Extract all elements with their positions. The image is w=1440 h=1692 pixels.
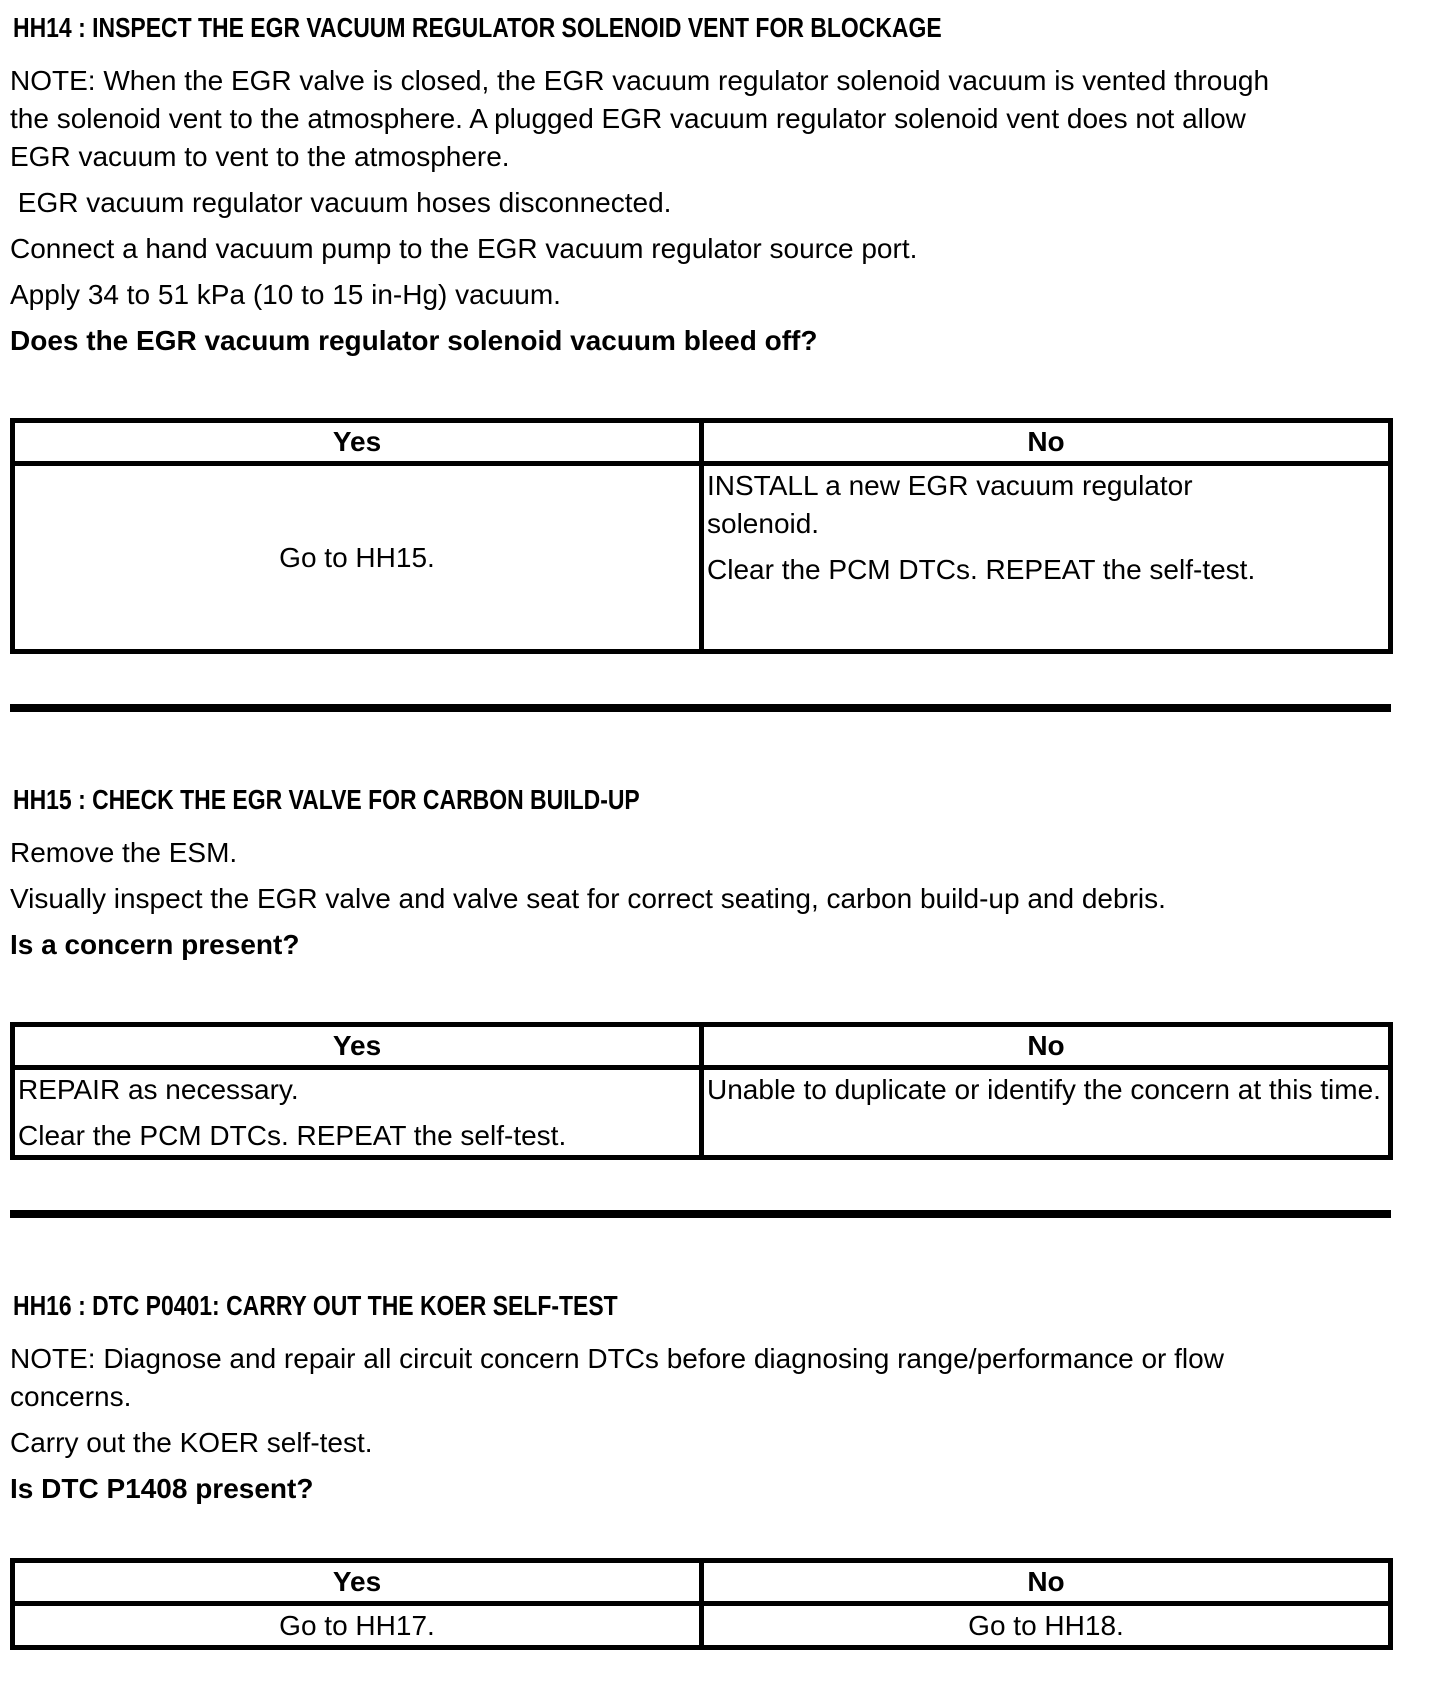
yes-header-cell: Yes <box>13 1025 702 1068</box>
decision-table-hh14 <box>10 418 1393 654</box>
section-hh16 <box>10 1290 1392 1692</box>
note-text: NOTE: Diagnose and repair all circuit concern DTCs before diagnosing range/performance or flow concerns. <box>10 1343 1232 1412</box>
table-header-row <box>13 421 1391 464</box>
no-result-cell <box>702 464 1391 652</box>
no-result-cell <box>702 1604 1391 1648</box>
result-text: Clear the PCM DTCs. REPEAT the self-test. <box>707 554 1256 585</box>
section-heading-text: HH14 : INSPECT THE EGR VACUUM REGULATOR SOLENOID VENT FOR BLOCKAGE <box>13 12 942 43</box>
no-header-cell: No <box>702 421 1391 464</box>
table-result-row <box>13 1604 1391 1648</box>
table-result-row <box>13 1068 1391 1158</box>
section-heading-text: HH15 : CHECK THE EGR VALVE FOR CARBON BUILD-UP <box>13 784 640 815</box>
instruction-text: Remove the ESM. <box>10 837 238 868</box>
no-result-cell <box>702 1068 1391 1158</box>
section-hh14 <box>10 12 1392 712</box>
question-text: Is a concern present? <box>10 929 300 960</box>
result-text: REPAIR as necessary. <box>18 1074 299 1105</box>
section-heading-hh16 <box>10 1290 1392 1322</box>
instruction-text: Carry out the KOER self-test. <box>10 1427 373 1458</box>
instruction-text: Apply 34 to 51 kPa (10 to 15 in-Hg) vacuum. <box>10 279 561 310</box>
instruction-text: EGR vacuum regulator vacuum hoses disconnected. <box>10 187 672 218</box>
section-hh15 <box>10 784 1392 1218</box>
decision-table-hh15 <box>10 1022 1393 1160</box>
table-result-row <box>13 464 1391 652</box>
note-text: NOTE: When the EGR valve is closed, the EGR vacuum regulator solenoid vacuum is vented through the solenoid vent to the atmosphere. A plugged EGR vacuum regulator solenoid vent does not allow EGR vacuum to vent to the atmosphere. <box>10 65 1277 172</box>
result-text: INSTALL a new EGR vacuum regulator solenoid. <box>707 470 1193 539</box>
section-divider <box>10 1210 1391 1218</box>
no-header-cell: No <box>702 1561 1391 1604</box>
result-text: Go to HH17. <box>279 1610 435 1641</box>
instruction-text: Connect a hand vacuum pump to the EGR vacuum regulator source port. <box>10 233 918 264</box>
result-text: Go to HH18. <box>968 1610 1124 1641</box>
question-text: Is DTC P1408 present? <box>10 1473 314 1504</box>
section-heading-hh15 <box>10 784 1392 816</box>
instruction-text: Visually inspect the EGR valve and valve seat for correct seating, carbon build-up and debris. <box>10 883 1166 914</box>
question-text: Does the EGR vacuum regulator solenoid vacuum bleed off? <box>10 325 818 356</box>
section-heading-text: HH16 : DTC P0401: CARRY OUT THE KOER SELF-TEST <box>13 1290 618 1321</box>
yes-result-cell <box>13 464 702 652</box>
result-text: Go to HH15. <box>279 542 435 573</box>
yes-result-cell <box>13 1604 702 1648</box>
table-header-row <box>13 1561 1391 1604</box>
yes-result-cell <box>13 1068 702 1158</box>
result-text: Unable to duplicate or identify the concern at this time. <box>707 1074 1381 1105</box>
section-heading-hh14 <box>10 12 1392 44</box>
yes-header-cell: Yes <box>13 421 702 464</box>
section-divider <box>10 704 1391 712</box>
yes-header-cell: Yes <box>13 1561 702 1604</box>
no-header-cell: No <box>702 1025 1391 1068</box>
table-header-row <box>13 1025 1391 1068</box>
decision-table-hh16 <box>10 1558 1393 1650</box>
result-text: Clear the PCM DTCs. REPEAT the self-test. <box>18 1120 567 1151</box>
